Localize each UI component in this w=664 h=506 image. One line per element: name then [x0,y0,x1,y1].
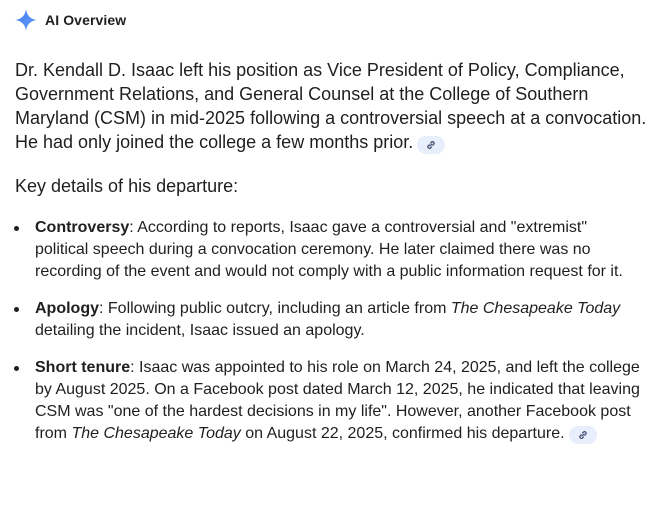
link-icon [577,429,589,441]
detail-term: Apology [35,300,99,317]
source-link-button[interactable] [417,136,445,154]
intro-paragraph [15,58,651,154]
intro-text: Dr. Kendall D. Isaac left his position as Vice President of Policy, Compliance, Government Relations, and General Counsel at the College of Southern Maryland (CSM) in mid-2025 following a controversial speech at a convocation. He had only joined the college a few months prior. [15,60,647,152]
detail-text: : According to reports, Isaac gave a controversial and "extremist" political speech during a convocation ceremony. He later claimed there was no recording of the event and would not comply with a public information request for it. [35,219,623,280]
detail-text: detailing the incident, Isaac issued an apology. [35,322,365,339]
publication-name: The Chesapeake Today [450,300,621,317]
detail-term: Short tenure [35,359,131,376]
detail-text: on August 22, 2025, confirmed his departure. [240,425,565,442]
detail-text: : Following public outcry, including an article from [99,300,451,317]
bullet [14,226,19,231]
publication-name: The Chesapeake Today [71,425,241,442]
ai-overview-header [14,8,126,32]
detail-text: : Isaac was appointed to his role on March 24, 2025, and left the college by August 2025. On a Facebook post dated March 12, 2025, he indicated that leaving CSM was "one of the hardest decisions in my life". However, another Facebook post from [35,359,640,442]
list-item [0,298,664,342]
detail-term: Controversy [35,219,130,236]
details-list [0,217,664,460]
sparkle-icon [14,8,38,32]
list-item [0,217,664,283]
source-link-button[interactable] [569,426,597,444]
bullet [14,366,19,371]
link-icon [425,139,437,151]
bullet [14,307,19,312]
key-details-heading: Key details of his departure: [15,176,239,196]
ai-overview-title: AI Overview [45,12,127,28]
list-item [0,357,664,445]
